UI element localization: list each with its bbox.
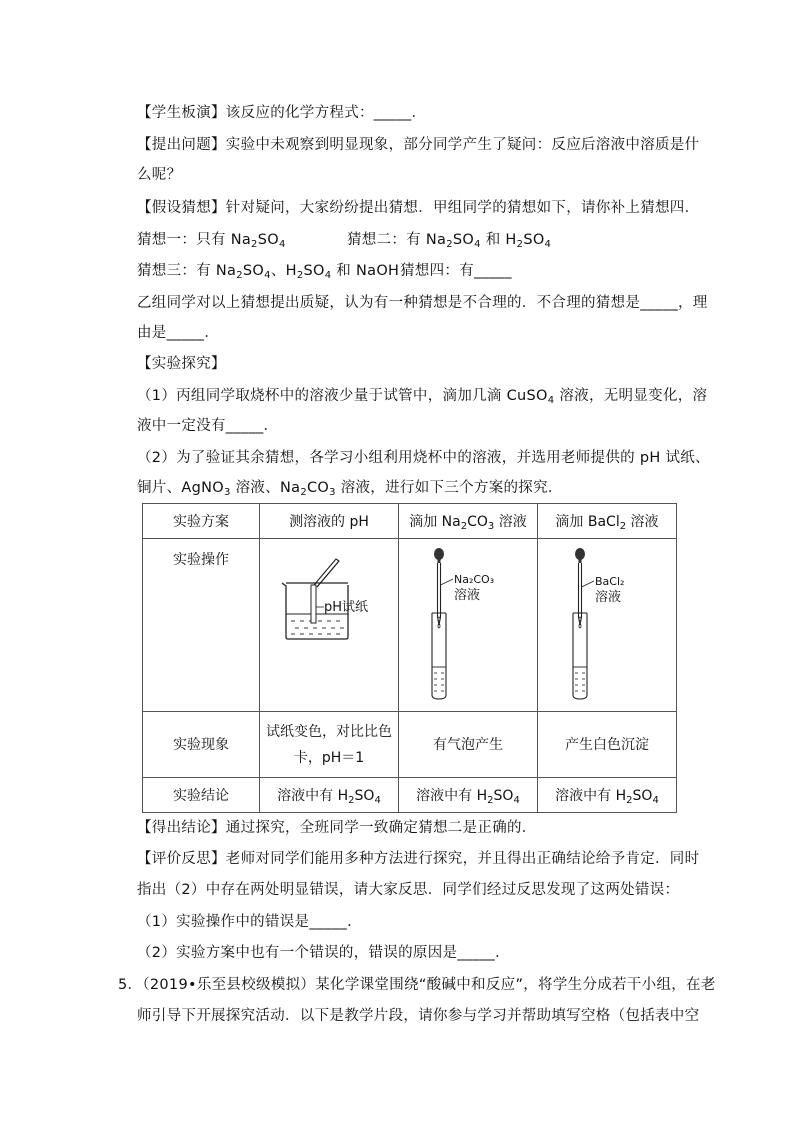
table-row-conclusion [143, 778, 677, 813]
na2co3-reagent-label: Na₂CO₃ [454, 573, 495, 586]
question-5-line-2: 师引导下开展探究活动．以下是教学片段，请你参与学习并帮助填写空格（包括表中空 [137, 1008, 700, 1024]
guess-one: 猜想一：只有 $Na_2SO_4$ [137, 232, 286, 250]
dropper-test-tube-bacl2-figure [542, 539, 672, 707]
doubt-line-1: 乙组同学对以上猜想提出质疑，认为有一种猜想是不合理的．不合理的猜想是_____，理 [137, 295, 708, 311]
cell-observation-label: 实验现象 [143, 712, 260, 778]
student-demo-line: 【学生板演】该反应的化学方程式：_____． [137, 105, 427, 121]
reflection-error-2: （2）实验方案中也有一个错误的，错误的原因是_____． [137, 945, 510, 961]
na2co3-solution-label: 溶液 [454, 588, 481, 603]
cell-scheme-label: 实验方案 [143, 504, 260, 539]
guess-four: 猜想四：有_____ [400, 263, 512, 279]
explore-step2-line1: （2）为了验证其余猜想，各学习小组利用烧杯中的溶液，并选用老师提供的 pH 试纸、 [137, 450, 710, 466]
explore-step1-line2: 液中一定没有_____． [137, 418, 279, 434]
question-line-2: 么呢？ [137, 167, 182, 183]
cell-conclusion-ph: 溶液中有 $H_2SO_4$ [260, 778, 399, 813]
cell-observation-ph: 试纸变色，对比比色 卡，pH＝1 [260, 712, 399, 778]
table-row-operation [143, 539, 677, 712]
cell-conclusion-label: 实验结论 [143, 778, 260, 813]
dropper-test-tube-na2co3-figure [403, 539, 533, 707]
reflection-error-1: （1）实验操作中的错误是_____． [137, 914, 362, 930]
explore-heading: 【实验探究】 [137, 356, 226, 372]
cell-operation-na2co3 [399, 539, 538, 712]
bacl2-solution-label: 溶液 [595, 590, 622, 605]
ph-paper-label: pH试纸 [324, 600, 369, 615]
explore-step1-line1: （1）丙组同学取烧杯中的溶液少量于试管中，滴加几滴 CuSO$_4$ 溶液，无明显变化，溶 [137, 388, 708, 406]
question-line-1: 【提出问题】实验中未观察到明显现象，部分同学产生了疑问：反应后溶液中溶质是什 [137, 137, 700, 153]
cell-observation-na2co3: 有气泡产生 [399, 712, 538, 778]
reflection-line-1: 【评价反思】老师对同学们能用多种方法进行探究，并且得出正确结论给予肯定．同时 [137, 851, 700, 867]
reflection-line-2: 指出（2）中存在两处明显错误，请大家反思．同学们经过反思发现了这两处错误： [137, 882, 680, 898]
cell-conclusion-na2co3: 溶液中有 $H_2SO_4$ [399, 778, 538, 813]
hypothesis-line: 【假设猜想】针对疑问，大家纷纷提出猜想．甲组同学的猜想如下，请你补上猜想四． [137, 200, 700, 216]
beaker-ph-paper-figure [264, 539, 394, 707]
table-row-observation [143, 712, 677, 778]
question-5-line-1: 5．（2019•乐至县校级模拟）某化学课堂围绕“酸碱中和反应”，将学生分成若干小组，在老 [118, 977, 716, 993]
guess-two: 猜想二：有 $Na_2SO_4$ 和 $H_2SO_4$ [347, 232, 552, 250]
cell-operation-ph [260, 539, 399, 712]
cell-operation-bacl2 [538, 539, 677, 712]
cell-scheme-bacl2: 滴加 BaCl$_2$ 溶液 [538, 504, 677, 539]
doubt-line-2: 由是_____． [137, 325, 220, 341]
guess-three: 猜想三：有 $Na_2SO_4$、$H_2SO_4$ 和 NaOH [137, 263, 400, 281]
cell-scheme-ph: 测溶液的 pH [260, 504, 399, 539]
conclusion-line: 【得出结论】通过探究，全班同学一致确定猜想二是正确的． [137, 820, 537, 836]
experiment-table [142, 503, 677, 813]
explore-step2-line2: 铜片、AgNO$_3$ 溶液、$Na_2CO_3$ 溶液，进行如下三个方案的探究． [137, 480, 563, 498]
table-row-scheme [143, 504, 677, 539]
cell-operation-label: 实验操作 [143, 539, 260, 712]
cell-observation-bacl2: 产生白色沉淀 [538, 712, 677, 778]
cell-scheme-na2co3: 滴加 $Na_2CO_3$ 溶液 [399, 504, 538, 539]
bacl2-reagent-label: BaCl₂ [595, 575, 625, 588]
cell-conclusion-bacl2: 溶液中有 $H_2SO_4$ [538, 778, 677, 813]
